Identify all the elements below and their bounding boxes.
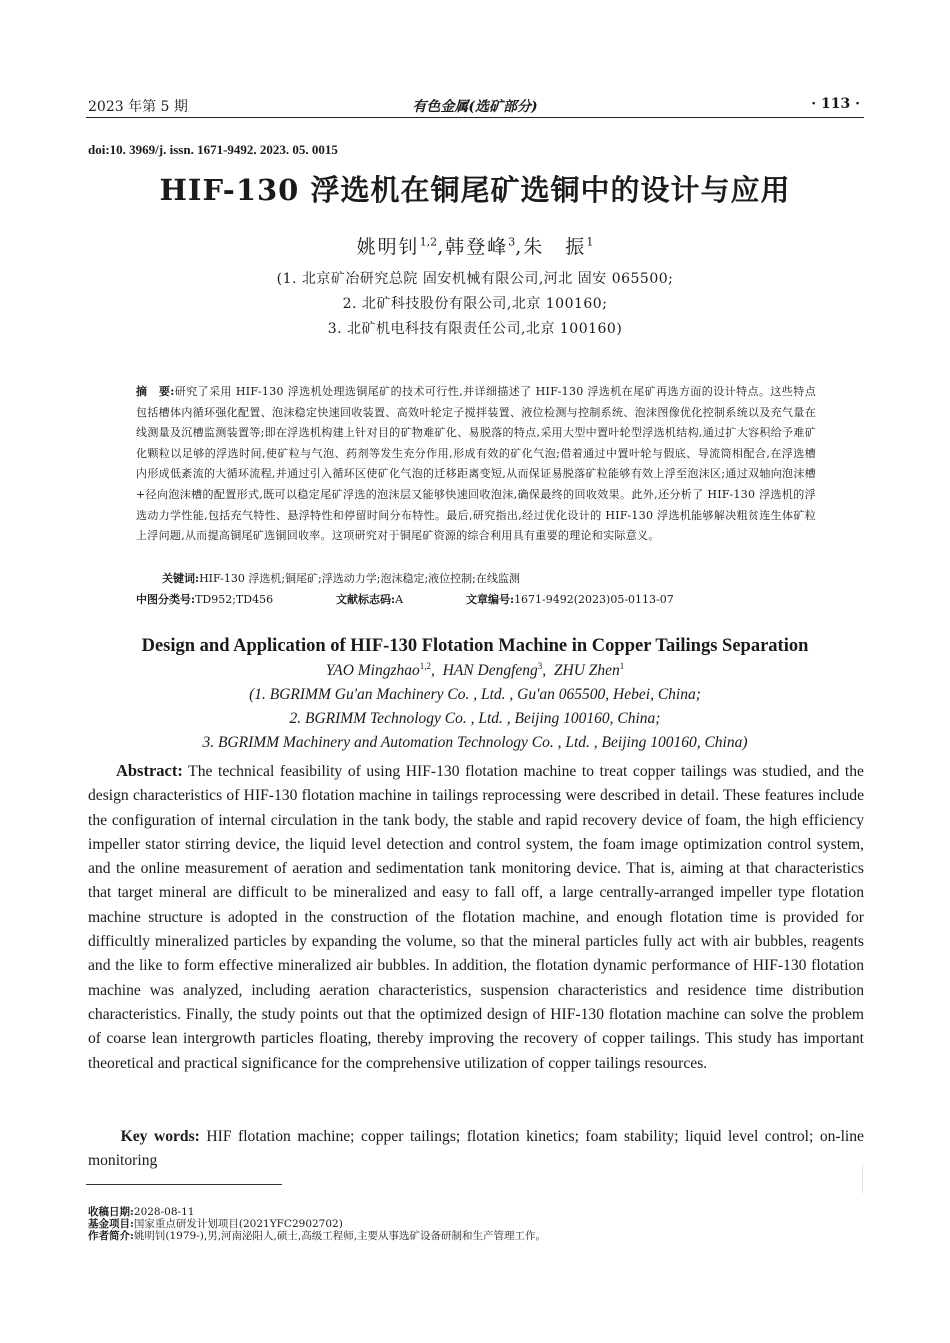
affiliation-line: (1. 北京矿冶研究总院 固安机械有限公司,河北 固安 065500; bbox=[276, 271, 674, 287]
author-name: 朱 振 bbox=[523, 236, 587, 258]
abstract-zh-label: 摘 要: bbox=[136, 385, 175, 398]
author-list: 姚明钊$^{1,2}$,韩登峰$^3$,朱 振$^1$ bbox=[356, 235, 594, 258]
clc-label: 中图分类号: bbox=[136, 593, 196, 606]
header-issue: 2023 年第 5 期 bbox=[88, 99, 188, 115]
author-affiliation-mark: 1 bbox=[619, 661, 625, 671]
author-name: 韩登峰 bbox=[445, 236, 509, 258]
fund-label: 基金项目: bbox=[88, 1218, 134, 1230]
paper-title: HIF-130 浮选机在铜尾矿选铜中的设计与应用 bbox=[159, 173, 791, 207]
english-author-name: ZHU Zhen bbox=[553, 662, 620, 680]
doc-code-label: 文献标志码: bbox=[336, 593, 396, 606]
english-affiliation-line: 3. BGRIMM Machinery and Automation Technology Co. , Ltd. , Beijing 100160, China) bbox=[202, 734, 748, 751]
keywords-zh-label: 关键词: bbox=[162, 572, 200, 585]
keywords-zh bbox=[162, 570, 520, 586]
fund-info bbox=[88, 1218, 343, 1230]
author-affiliation-mark: 1 bbox=[586, 235, 594, 249]
article-number-label: 文章编号: bbox=[466, 593, 515, 606]
english-affiliation-line: 2. BGRIMM Technology Co. , Ltd. , Beijing 100160, China; bbox=[289, 710, 661, 727]
author-affiliation-mark: 1,2 bbox=[419, 235, 438, 249]
english-abstract-text: The technical feasibility of using HIF-130 flotation machine to treat copper tailings was studied, and the design characteristics of HIF-130 flotation machine in tailings reprocessing were described in detail. These features include the configuration of internal circulation in the tank body, the stable and rapid recovery device of foam, the high efficiency impeller stator stirring device, the liquid level detection and control system, the foam image optimization control system, and the online measurement of aeration and sedimentation tank monitoring device. That is, aiming at that characteristics that target mineral are difficult to be mineralized and easy to fall off, a large centrally-arranged impeller type flotation machine structure is adopted in the construction of the flotation machine, and enough flotation time is provided for difficultly mineralized particles by expanding the volume, so that the mineral particles fully act with air bubbles, reagents and the like to form effective mineralized air bubbles. In addition, the flotation dynamic performance of HIF-130 flotation machine was analyzed, including aeration characteristics, suspension characteristics and residence time distribution characteristics. Finally, the study points out that the optimized design of HIF-130 flotation machine can solve the problem of coarse lean intergrowth particles floating, thereby improving the recovery of copper tailings. This study has important theoretical and practical significance for the comprehensive utilization of copper tailings resources. bbox=[88, 763, 864, 1072]
abstract-zh-text: 研究了采用 HIF-130 浮选机处理选铜尾矿的技术可行性,并详细描述了 HIF-130 浮选机在尾矿再选方面的设计特点。这些特点包括槽体内循环强化配置、泡沫稳定快速回收装置、高效叶轮定子搅拌装置、液位检测与控制系统、泡沫图像优化控制系统以及充气量在线测量及沉槽监测装置等;即在浮选机构建上针对目的矿物难矿化、易脱落的特点,采用大型中置叶轮型浮选机结构,通过扩大容积给予难矿化颗粒以足够的浮选时间,使矿粒与气泡、药剂等发生充分作用,形成有效的矿化气泡;借着通过中置叶轮与假底、导流筒相配合,在浮选槽内形成低紊流的大循环流程,并通过引入循环区使矿化气泡的迁移距离变短,从而保证易脱落矿粒能够有效上浮至泡沫区;通过双轴向泡沫槽+径向泡沫槽的配置形式,既可以稳定尾矿浮选的泡沫层又能够快速回收泡沫,确保最终的回收效果。此外,还分析了 HIF-130 浮选机的浮选动力学性能,包括充气特性、悬浮特性和停留时间分布特性。最后,研究指出,经过优化设计的 HIF-130 浮选机能够解决粗贫连生体矿粒上浮问题,从而提高铜尾矿选铜回收率。这项研究对于铜尾矿资源的综合利用具有重要的理论和实际意义。 bbox=[136, 385, 817, 543]
author-bio bbox=[88, 1230, 546, 1242]
author-affiliation-mark: 3 bbox=[508, 235, 516, 249]
margin-line bbox=[862, 1165, 863, 1193]
article-number-value: 1671-9492(2023)05-0113-07 bbox=[514, 593, 674, 606]
received-date bbox=[88, 1206, 194, 1218]
english-author-name: YAO Mingzhao bbox=[325, 662, 420, 680]
doi: doi:10. 3969/j. issn. 1671-9492. 2023. 05. 0015 bbox=[88, 142, 338, 157]
english-title: Design and Application of HIF-130 Flotation Machine in Copper Tailings Separation bbox=[141, 636, 809, 656]
abstract-zh bbox=[136, 382, 816, 547]
keywords-zh-text: HIF-130 浮选机;铜尾矿;浮选动力学;泡沫稳定;液位控制;在线监测 bbox=[199, 572, 520, 585]
author-bio-label: 作者简介: bbox=[88, 1230, 134, 1242]
header-page-number: · 113 · bbox=[811, 96, 860, 112]
english-affiliation-line: (1. BGRIMM Gu'an Machinery Co. , Ltd. , Gu'an 065500, Hebei, China; bbox=[249, 686, 701, 703]
received-label: 收稿日期: bbox=[88, 1206, 134, 1218]
author-affiliation-mark: 1,2 bbox=[419, 661, 432, 671]
header-journal: 有色金属(选矿部分) bbox=[412, 99, 538, 115]
english-author-list: YAO Mingzhao$^{1,2}$, HAN Dengfeng$^3$, ZHU Zhen$^1$ bbox=[325, 661, 625, 680]
affiliation-line: 2. 北矿科技股份有限公司,北京 100160; bbox=[342, 296, 608, 312]
classification-line bbox=[136, 591, 736, 607]
author-affiliation-mark: 3 bbox=[537, 661, 543, 671]
doc-code-value: A bbox=[395, 593, 404, 606]
clc-value: TD952;TD456 bbox=[195, 593, 274, 606]
received-value: 2028-08-11 bbox=[133, 1206, 195, 1218]
fund-value: 国家重点研发计划项目(2021YFC2902702) bbox=[133, 1218, 343, 1230]
english-keywords-text: HIF flotation machine; copper tailings; flotation kinetics; foam stability; liquid level control; on-line monitoring bbox=[88, 1128, 864, 1170]
author-bio-value: 姚明钊(1979-),男,河南泌阳人,硕士,高级工程师,主要从事选矿设备研制和生产管理工作。 bbox=[133, 1230, 547, 1242]
footnote-rule bbox=[86, 1184, 282, 1185]
english-abstract bbox=[88, 759, 864, 1076]
english-author-name: HAN Dengfeng bbox=[442, 662, 538, 680]
english-keywords-label: Key words: bbox=[120, 1128, 200, 1145]
author-name: 姚明钊 bbox=[356, 236, 420, 258]
english-abstract-label: Abstract: bbox=[115, 761, 183, 780]
english-keywords bbox=[88, 1125, 864, 1174]
affiliation-line: 3. 北矿机电科技有限责任公司,北京 100160) bbox=[327, 321, 623, 337]
header-rule bbox=[86, 117, 864, 118]
